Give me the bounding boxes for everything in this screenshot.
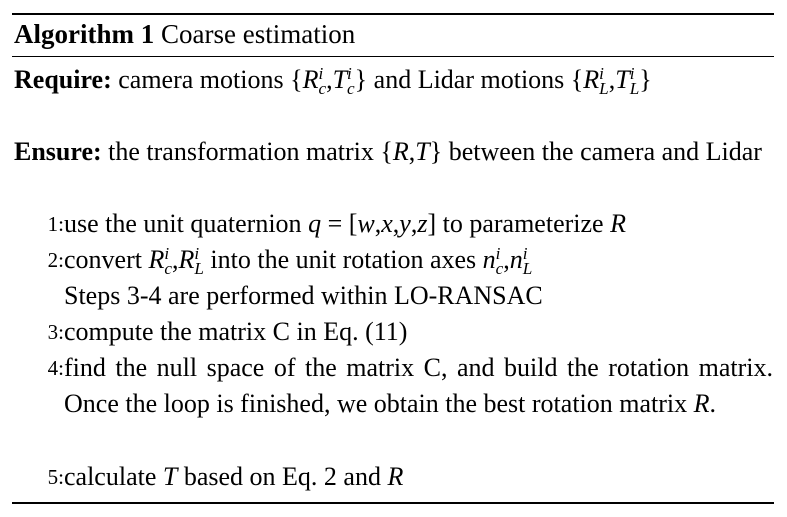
step-5-rotation-symbol: R [387, 462, 404, 491]
step-5-text-a: calculate [64, 462, 157, 491]
lidar-motions-symbol: {R i L ,T i L } [570, 64, 652, 98]
require-line [14, 62, 773, 98]
ensure-line [14, 134, 773, 170]
rotations-symbol: R i c ,R i L [148, 244, 204, 278]
quaternion-symbol: q = [w,x,y,z] [308, 209, 437, 238]
ensure-text-a: the transformation matrix [108, 137, 374, 166]
step-1 [14, 206, 773, 242]
require-text-lidar: and Lidar motions [373, 65, 565, 94]
step-1-rotation-symbol: R [610, 209, 626, 238]
algorithm-label: Algorithm 1 [14, 19, 155, 49]
ensure-keyword: Ensure: [14, 137, 102, 166]
step-4-text-b: . [709, 389, 717, 418]
require-text-camera: camera motions [118, 65, 284, 94]
camera-motions-symbol: {R i c ,T i c } [290, 64, 368, 98]
step-2-text-a: convert [64, 245, 142, 274]
transformation-symbol: {R,T} [380, 137, 443, 166]
require-keyword: Require: [14, 65, 112, 94]
step-1-number: 1: [47, 212, 64, 236]
top-rule [12, 13, 774, 15]
lo-ransac-note-text: Steps 3-4 are performed within LO-RANSAC [64, 281, 543, 310]
step-4-number: 4: [47, 356, 64, 380]
caption-rule [12, 56, 774, 57]
step-4-rotation-symbol: R [693, 389, 710, 418]
algorithm-caption [14, 16, 355, 52]
step-2 [14, 242, 773, 278]
step-5 [14, 459, 773, 495]
translation-symbol: T [162, 462, 178, 491]
step-2-text-b: into the unit rotation axes [210, 245, 477, 274]
algorithm-title: Coarse estimation [160, 19, 356, 49]
lo-ransac-note [14, 278, 773, 314]
rotation-axes-symbol: n i c ,n i L [482, 244, 533, 278]
step-1-text-b: to parameterize [442, 209, 604, 238]
bottom-rule [12, 502, 774, 504]
ensure-text-b: between the camera and Lidar [448, 137, 762, 166]
step-3-number: 3: [47, 320, 64, 344]
step-5-text-b: based on Eq. 2 and [183, 462, 381, 491]
step-5-number: 5: [47, 465, 64, 489]
step-1-text-a: use the unit quaternion [64, 209, 302, 238]
step-3-text: compute the matrix C in Eq. (11) [64, 317, 408, 346]
step-4 [14, 350, 773, 422]
step-4-text-a: find the null space of the matrix C, and build the rotation matrix. Once the loop is finished, we obtain the best rotation matrix [64, 353, 773, 418]
step-3 [14, 314, 773, 350]
step-2-number: 2: [47, 248, 64, 272]
